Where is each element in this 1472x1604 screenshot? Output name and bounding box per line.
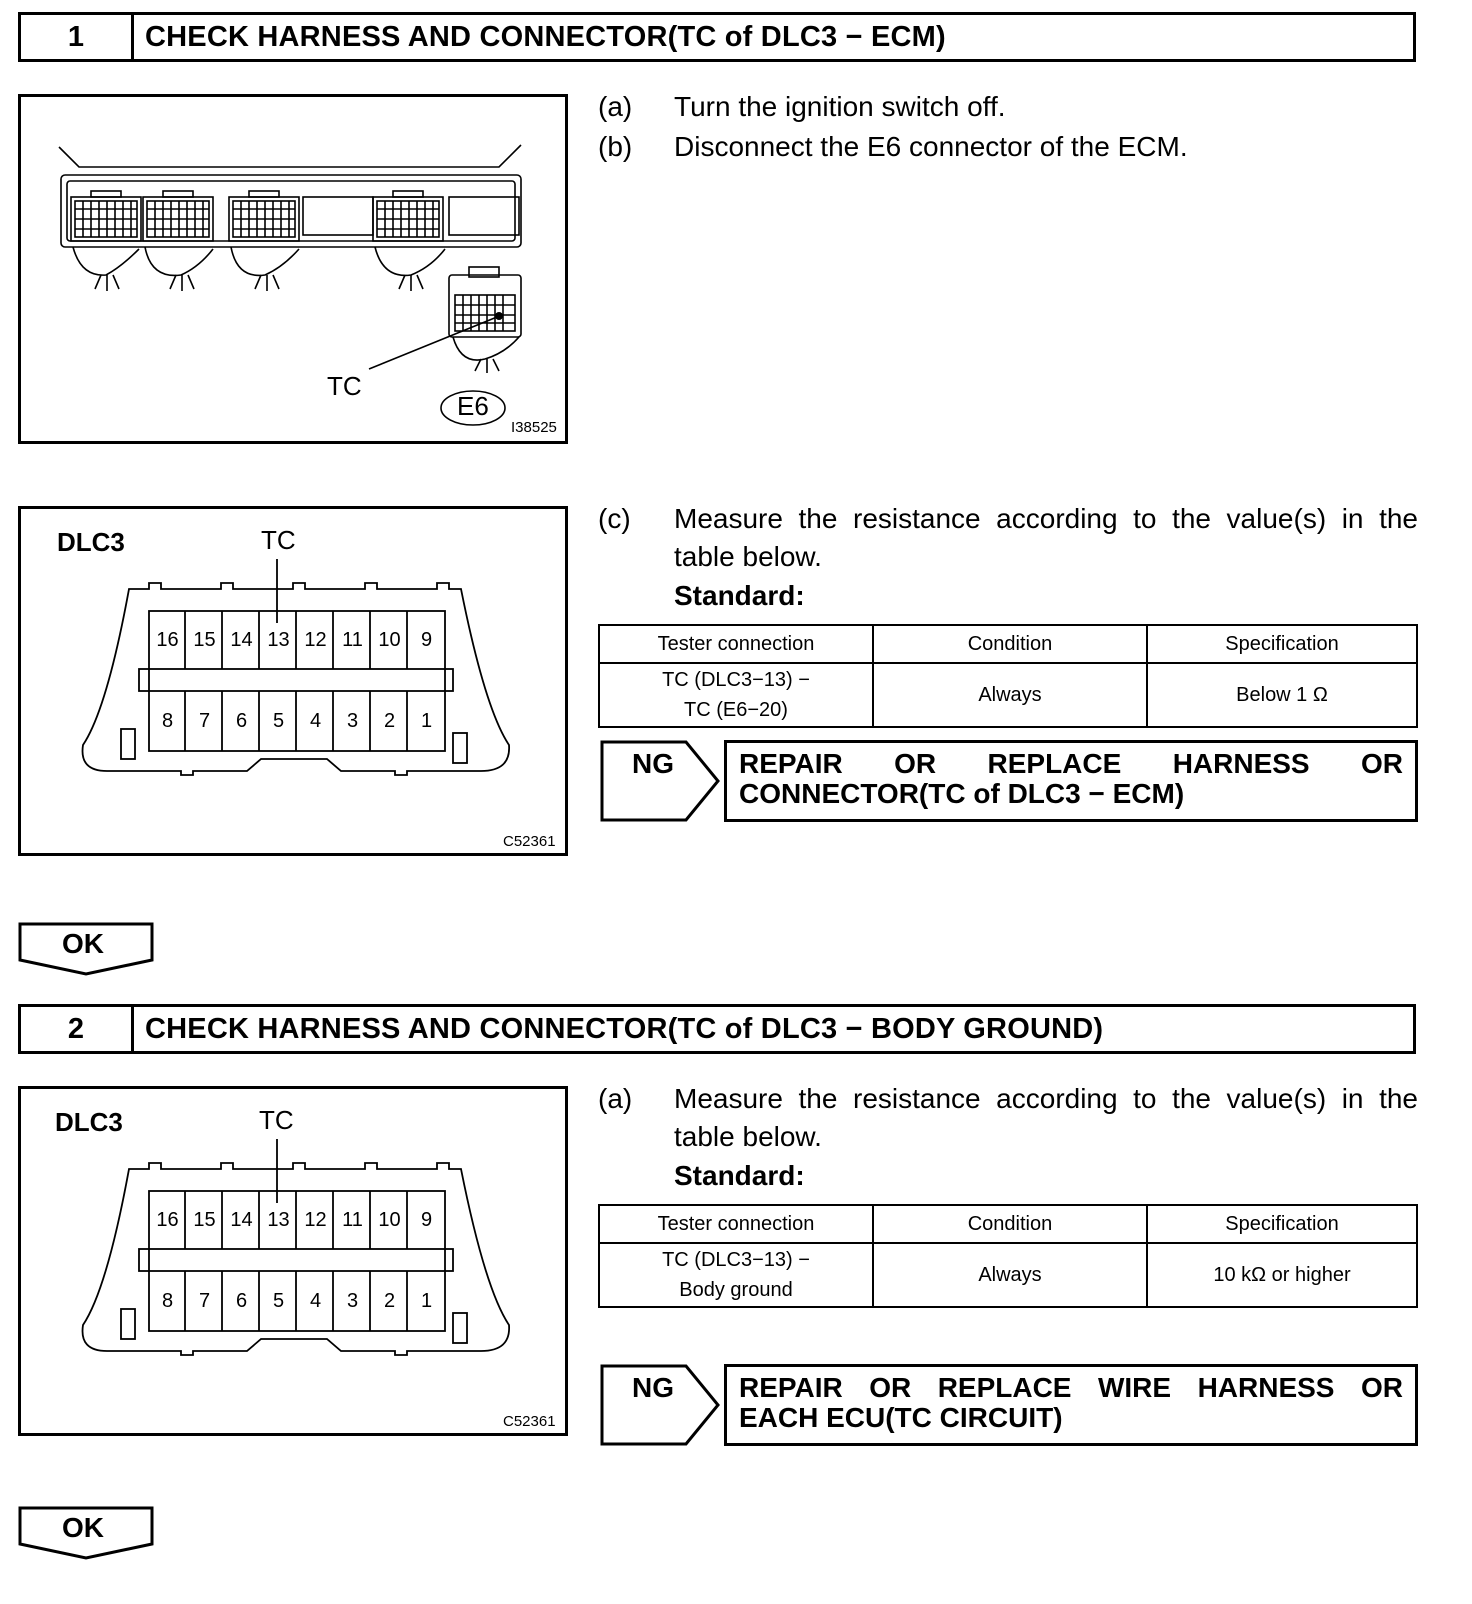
ok-label: OK xyxy=(62,1512,104,1543)
pin-7: 7 xyxy=(198,1290,211,1312)
step-a xyxy=(598,1080,1418,1160)
ng-action-line-2: EACH ECU(TC CIRCUIT) xyxy=(739,1402,1063,1433)
pin-16: 16 xyxy=(156,1209,179,1231)
table-row xyxy=(599,663,1417,727)
section-1-number: 1 xyxy=(21,15,134,59)
step-label: (c) xyxy=(598,503,631,534)
pin-13: 13 xyxy=(267,629,290,651)
pin-5: 5 xyxy=(272,1290,285,1312)
pin-1: 1 xyxy=(420,710,433,732)
dlc3-top-pins xyxy=(149,611,445,669)
ng-word: REPAIR xyxy=(739,1372,843,1403)
step-b xyxy=(598,128,1418,168)
e6-connector-label: E6 xyxy=(457,391,489,421)
ng-action-line-1 xyxy=(739,749,1403,779)
specification-cell: Below 1 Ω xyxy=(1147,663,1417,727)
pin-15: 15 xyxy=(193,1209,216,1231)
step-text: Disconnect the E6 connector of the ECM. xyxy=(674,131,1188,162)
figure-code: I38525 xyxy=(511,419,557,436)
standard-label: Standard: xyxy=(674,1160,805,1191)
step-text: Measure the resistance according to the value(s) in the table below. xyxy=(674,1083,1418,1152)
tester-line-2: TC (E6−20) xyxy=(684,699,788,721)
dlc3-figure xyxy=(18,1086,568,1436)
specification-cell: 10 kΩ or higher xyxy=(1147,1243,1417,1307)
pin-4: 4 xyxy=(309,710,322,732)
tc-pin-label: TC xyxy=(327,371,362,401)
section-1-header xyxy=(18,12,1416,62)
tester-connection-cell xyxy=(599,1243,873,1307)
pin-6: 6 xyxy=(235,710,248,732)
section-2-header xyxy=(18,1004,1416,1054)
ng-action-box xyxy=(724,740,1418,822)
ng-word: REPAIR xyxy=(739,748,843,779)
pin-2: 2 xyxy=(383,710,396,732)
ecm-connector-drawing xyxy=(21,97,565,441)
section-2-title: CHECK HARNESS AND CONNECTOR(TC of DLC3 − BODY GROUND) xyxy=(145,1012,1104,1045)
ng-word: WIRE xyxy=(1097,1372,1172,1403)
dlc3-top-pins xyxy=(149,1191,445,1249)
pin-8: 8 xyxy=(161,710,174,732)
pin-9: 9 xyxy=(420,1209,433,1231)
dlc3-title: DLC3 xyxy=(55,1107,123,1137)
ng-label: NG xyxy=(632,748,674,779)
figure-code: C52361 xyxy=(503,1413,556,1430)
pin-11: 11 xyxy=(342,629,363,651)
pin-7: 7 xyxy=(198,710,211,732)
ng-label: NG xyxy=(632,1372,674,1403)
tc-pin-label: TC xyxy=(259,1105,294,1135)
condition-cell: Always xyxy=(873,663,1147,727)
pin-13: 13 xyxy=(267,1209,290,1231)
step-a xyxy=(598,88,1418,128)
col-header-specification: Specification xyxy=(1147,1205,1417,1243)
step-label: (a) xyxy=(598,1083,633,1114)
pin-11: 11 xyxy=(342,1209,363,1231)
dlc3-connector-drawing xyxy=(21,509,565,853)
ng-action-line-1 xyxy=(739,1373,1403,1403)
tester-line-1: TC (DLC3−13) − xyxy=(662,669,810,691)
ng-word: OR xyxy=(1360,1372,1403,1403)
ng-word: HARNESS xyxy=(1197,1372,1335,1403)
col-header-specification: Specification xyxy=(1147,625,1417,663)
step-text: Turn the ignition switch off. xyxy=(674,91,1006,122)
section-1-title: CHECK HARNESS AND CONNECTOR(TC of DLC3 − ECM) xyxy=(145,20,946,53)
ok-label: OK xyxy=(62,928,104,959)
standard-label: Standard: xyxy=(674,580,805,611)
tester-line-2: Body ground xyxy=(679,1279,793,1301)
spec-table xyxy=(598,624,1418,728)
spec-table xyxy=(598,1204,1418,1308)
ng-action-box xyxy=(724,1364,1418,1446)
ng-word: HARNESS xyxy=(1172,748,1310,779)
pin-3: 3 xyxy=(346,710,359,732)
figure-code: C52361 xyxy=(503,833,556,850)
pin-3: 3 xyxy=(346,1290,359,1312)
step-c xyxy=(598,500,1418,580)
dlc3-figure xyxy=(18,506,568,856)
pin-5: 5 xyxy=(272,710,285,732)
ecm-connector-figure xyxy=(18,94,568,444)
tester-line-1: TC (DLC3−13) − xyxy=(662,1249,810,1271)
ng-word: OR xyxy=(894,748,937,779)
dlc3-bottom-pins xyxy=(149,691,445,751)
ng-word: OR xyxy=(1361,748,1403,779)
col-header-condition: Condition xyxy=(873,625,1147,663)
pin-15: 15 xyxy=(193,629,216,651)
step-text: Measure the resistance according to the value(s) in the table below. xyxy=(674,503,1418,572)
tester-connection-cell xyxy=(599,663,873,727)
pin-12: 12 xyxy=(304,629,327,651)
dlc3-bottom-pins xyxy=(149,1271,445,1331)
pin-9: 9 xyxy=(420,629,433,651)
pin-8: 8 xyxy=(161,1290,174,1312)
pin-14: 14 xyxy=(230,1209,253,1231)
dlc3-title: DLC3 xyxy=(57,527,125,557)
ng-action-line-2: CONNECTOR(TC of DLC3 − ECM) xyxy=(739,778,1185,809)
tc-pin-label: TC xyxy=(261,525,296,555)
condition-cell: Always xyxy=(873,1243,1147,1307)
table-row xyxy=(599,1243,1417,1307)
section-2-number: 2 xyxy=(21,1007,134,1051)
pin-10: 10 xyxy=(378,629,401,651)
pin-4: 4 xyxy=(309,1290,322,1312)
pin-6: 6 xyxy=(235,1290,248,1312)
pin-12: 12 xyxy=(304,1209,327,1231)
ng-word: REPLACE xyxy=(937,1372,1072,1403)
dlc3-connector-drawing xyxy=(21,1089,565,1433)
step-label: (b) xyxy=(598,131,633,162)
pin-10: 10 xyxy=(378,1209,401,1231)
col-header-condition: Condition xyxy=(873,1205,1147,1243)
ng-word: OR xyxy=(869,1372,912,1403)
step-label: (a) xyxy=(598,91,633,122)
pin-1: 1 xyxy=(420,1290,433,1312)
pin-16: 16 xyxy=(156,629,179,651)
ng-word: REPLACE xyxy=(987,748,1122,779)
pin-2: 2 xyxy=(383,1290,396,1312)
col-header-tester: Tester connection xyxy=(599,625,873,663)
pin-14: 14 xyxy=(230,629,253,651)
col-header-tester: Tester connection xyxy=(599,1205,873,1243)
